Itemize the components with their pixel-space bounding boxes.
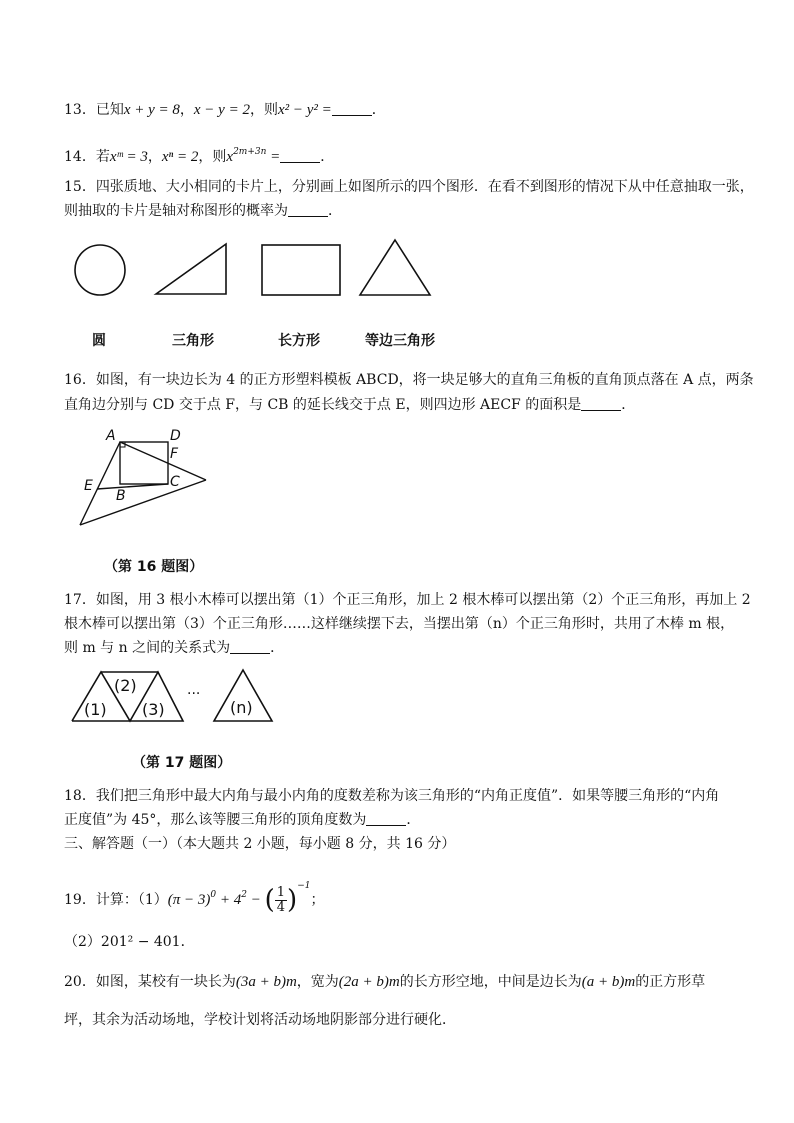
label-rectangle: 长方形	[278, 333, 320, 349]
paren-close: )	[287, 885, 298, 915]
question-17-line-3: 则 m 与 n 之间的关系式为 ．	[64, 640, 285, 656]
point-e-label: E	[84, 478, 93, 494]
triangle-label-3: (3)	[142, 700, 165, 719]
label-equilateral-triangle: 等边三角形	[365, 333, 435, 349]
question-13: 13．已知x + y = 8，x − y = 2，则x² − y² = ．	[64, 102, 386, 118]
point-c-label: C	[170, 474, 180, 490]
point-a-label: A	[106, 428, 116, 444]
question-19-part-1: 19．计算：$(1)(\pi - 3)^0 + 4^2$ − ( $\frac{1}{4}$ )$^{-1}$；	[64, 881, 325, 915]
question-18-line-2: 正度值”为 45°，那么该等腰三角形的顶角度数为 ．	[64, 812, 421, 828]
question-20-line-2: 坪，其余为活动场地，学校计划将活动场地阴影部分进行硬化．	[64, 1012, 456, 1028]
question-15-line-2: 则抽取的卡片是轴对称图形的概率为 ．	[64, 203, 342, 219]
question-20-line-1: 20．如图，某校有一块长为(3a + b)m，宽为(2a + b)m的长方形空地，中间是边长为(a + b)m的正方形草	[64, 974, 706, 990]
triangle-label-2: (2)	[114, 676, 137, 695]
question-16-line-1: 16．如图，有一块边长为 4 的正方形塑料模板 ABCD，将一块足够大的直角三角板的直角顶点落在 A 点，两条	[64, 372, 754, 388]
paren-open: (	[264, 885, 275, 915]
triangle-label-1: (1)	[84, 700, 107, 719]
ellipsis: ···	[187, 686, 201, 702]
answer-blank[interactable]	[366, 811, 406, 826]
question-17-line-2: 根木棒可以摆出第（3）个正三角形……这样继续摆下去，当摆出第（n）个正三角形时，共用了木棒 m 根，	[64, 616, 735, 632]
question-18-line-1: 18．我们把三角形中最大内角与最小内角的度数差称为该三角形的“内角正度值”．如果等腰三角形的“内角	[64, 788, 720, 804]
point-d-label: D	[170, 428, 181, 444]
triangle-label-n: (n)	[230, 698, 253, 717]
question-19-part-2: （2）201² − 401．	[64, 934, 195, 950]
question-16-line-2: 直角边分别与 CD 交于点 F，与 CB 的延长线交于点 E，则四边形 AECF 的面积是 ．	[64, 397, 636, 413]
label-triangle: 三角形	[172, 333, 214, 349]
question-14: 14．若xᵐ = 3，xⁿ = 2，则$x^{2m+3n}$ = ．	[64, 147, 335, 165]
point-b-label: B	[116, 488, 126, 504]
question-17-line-1: 17．如图，用 3 根小木棒可以摆出第（1）个正三角形，加上 2 根木棒可以摆出第（2）个正三角形，再加上 2	[64, 592, 751, 608]
question-15-line-1: 15．四张质地、大小相同的卡片上，分别画上如图所示的四个图形．在看不到图形的情况下从中任意抽取一张，	[64, 179, 754, 195]
figure-16-caption: （第 16 题图）	[104, 559, 204, 575]
section-3-heading: 三、解答题（一）（本大题共 2 小题，每小题 8 分，共 16 分）	[64, 836, 456, 852]
fraction-one-quarter: $\frac{1}{4}$	[276, 884, 286, 915]
label-circle: 圆	[92, 333, 106, 349]
point-f-label: F	[170, 446, 179, 462]
figure-17-caption: （第 17 题图）	[132, 755, 232, 771]
